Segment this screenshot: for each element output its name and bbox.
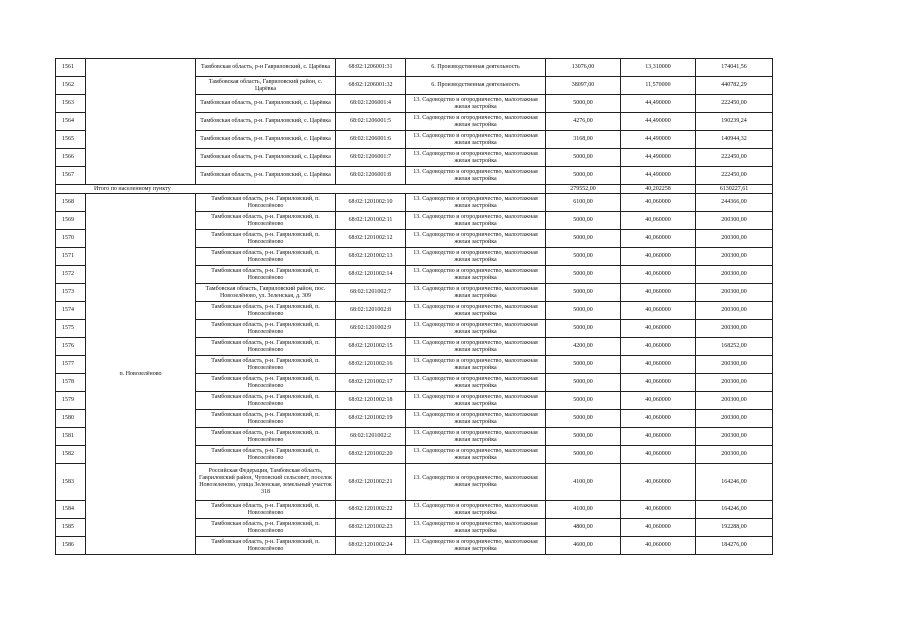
cadastral-value-cell: 222450,00 <box>696 95 773 113</box>
row-number: 1580 <box>56 410 86 428</box>
row-number: 1586 <box>56 537 86 555</box>
cadastral-number-cell: 68:02:1201002:13 <box>336 248 406 266</box>
cadastral-value-cell: 200300,00 <box>696 284 773 302</box>
cadastral-number-cell: 68:02:1201002:15 <box>336 338 406 356</box>
total-area: 279552,00 <box>546 185 621 194</box>
rate-cell: 40,060000 <box>621 194 696 212</box>
area-cell: 13076,00 <box>546 59 621 77</box>
row-number: 1582 <box>56 446 86 464</box>
row-number: 1570 <box>56 230 86 248</box>
permitted-use-cell: 13. Садоводство и огородничество, малоэтажная жилая застройка <box>406 356 546 374</box>
rate-cell: 44,490000 <box>621 113 696 131</box>
cadastral-number-cell: 68:02:1201002:20 <box>336 446 406 464</box>
permitted-use-cell: 13. Садоводство и огородничество, малоэтажная жилая застройка <box>406 167 546 185</box>
area-cell: 4100,00 <box>546 501 621 519</box>
permitted-use-cell: 6. Производственная деятельность <box>406 77 546 95</box>
address-cell: Тамбовская область, р-н. Гавриловский, п. Новозелёново <box>196 374 336 392</box>
address-cell: Тамбовская область, р-н. Гавриловский, п. Новозелёново <box>196 230 336 248</box>
cadastral-number-cell: 68:02:1201002:16 <box>336 356 406 374</box>
address-cell: Тамбовская область, Гавриловский район, пос. Новозелёново, ул. Зеленская, д. 309 <box>196 284 336 302</box>
area-cell: 5000,00 <box>546 410 621 428</box>
cadastral-value-cell: 184276,00 <box>696 537 773 555</box>
table-body <box>56 59 773 555</box>
area-cell: 38097,00 <box>546 77 621 95</box>
address-cell: Российская Федерация, Тамбовская область, Гавриловский район, Чуповский сельсовет, поселок Новозеленово, улица Зеленская, земельный участок 318 <box>196 464 336 501</box>
address-cell: Тамбовская область, р-н. Гавриловский, п. Новозелёново <box>196 356 336 374</box>
area-cell: 4600,00 <box>546 537 621 555</box>
cadastral-number-cell: 68:02:1201002:18 <box>336 392 406 410</box>
rate-cell: 40,060000 <box>621 501 696 519</box>
cadastral-number-cell: 68:02:1201002:22 <box>336 501 406 519</box>
settlement-name-cell <box>86 59 196 185</box>
row-number: 1576 <box>56 338 86 356</box>
address-cell: Тамбовская область, р-н. Гавриловский, п. Новозелёново <box>196 338 336 356</box>
row-number: 1579 <box>56 392 86 410</box>
address-cell: Тамбовская область, р-н. Гавриловский, п. Новозелёново <box>196 519 336 537</box>
row-number: 1566 <box>56 149 86 167</box>
cadastral-number-cell: 68:02:1206001:32 <box>336 77 406 95</box>
cadastral-value-cell: 164246,00 <box>696 501 773 519</box>
area-cell: 3168,00 <box>546 131 621 149</box>
rate-cell: 40,060000 <box>621 266 696 284</box>
cadastral-value-cell: 190239,24 <box>696 113 773 131</box>
permitted-use-cell: 13. Садоводство и огородничество, малоэтажная жилая застройка <box>406 392 546 410</box>
permitted-use-cell: 13. Садоводство и огородничество, малоэтажная жилая застройка <box>406 501 546 519</box>
cadastral-number-cell: 68:02:1201002:12 <box>336 230 406 248</box>
permitted-use-cell: 13. Садоводство и огородничество, малоэтажная жилая застройка <box>406 149 546 167</box>
address-cell: Тамбовская область, р-н. Гавриловский, с. Царёвка <box>196 131 336 149</box>
permitted-use-cell: 13. Садоводство и огородничество, малоэтажная жилая застройка <box>406 212 546 230</box>
cadastral-number-cell: 68:02:1206001:31 <box>336 59 406 77</box>
permitted-use-cell: 13. Садоводство и огородничество, малоэтажная жилая застройка <box>406 266 546 284</box>
row-number: 1578 <box>56 374 86 392</box>
cadastral-number-cell: 68:02:1201002:8 <box>336 302 406 320</box>
row-number: 1567 <box>56 167 86 185</box>
area-cell: 5000,00 <box>546 392 621 410</box>
cadastral-value-cell: 192288,00 <box>696 519 773 537</box>
cadastral-value-cell: 200300,00 <box>696 356 773 374</box>
rate-cell: 44,490000 <box>621 95 696 113</box>
permitted-use-cell: 13. Садоводство и огородничество, малоэтажная жилая застройка <box>406 248 546 266</box>
area-cell: 4100,00 <box>546 464 621 501</box>
area-cell: 5000,00 <box>546 284 621 302</box>
cadastral-number-cell: 68:02:1201002:24 <box>336 537 406 555</box>
address-cell: Тамбовская область, р-н. Гавриловский, п. Новозелёново <box>196 302 336 320</box>
address-cell: Тамбовская область, р-н Гавриловский, с. Царёвка <box>196 59 336 77</box>
address-cell: Тамбовская область, р-н. Гавриловский, п. Новозелёново <box>196 428 336 446</box>
cadastral-number-cell: 68:02:1206001:4 <box>336 95 406 113</box>
permitted-use-cell: 13. Садоводство и огородничество, малоэтажная жилая застройка <box>406 464 546 501</box>
area-cell: 5000,00 <box>546 374 621 392</box>
row-number: 1564 <box>56 113 86 131</box>
rate-cell: 40,060000 <box>621 212 696 230</box>
rate-cell: 44,490000 <box>621 167 696 185</box>
cadastral-value-cell: 164246,00 <box>696 464 773 501</box>
address-cell: Тамбовская область, р-н. Гавриловский, п. Новозелёново <box>196 537 336 555</box>
address-cell: Тамбовская область, р-н. Гавриловский, п. Новозелёново <box>196 501 336 519</box>
row-number: 1569 <box>56 212 86 230</box>
area-cell: 5000,00 <box>546 149 621 167</box>
row-number: 1561 <box>56 59 86 77</box>
cadastral-value-cell: 200300,00 <box>696 392 773 410</box>
cadastral-value-cell: 222450,00 <box>696 167 773 185</box>
area-cell: 4800,00 <box>546 519 621 537</box>
row-number: 1581 <box>56 428 86 446</box>
area-cell: 5000,00 <box>546 302 621 320</box>
address-cell: Тамбовская область, р-н. Гавриловский, с. Царёвка <box>196 167 336 185</box>
rate-cell: 40,060000 <box>621 464 696 501</box>
cadastral-value-cell: 200300,00 <box>696 302 773 320</box>
cadastral-number-cell: 68:02:1201002:10 <box>336 194 406 212</box>
permitted-use-cell: 13. Садоводство и огородничество, малоэтажная жилая застройка <box>406 284 546 302</box>
permitted-use-cell: 13. Садоводство и огородничество, малоэтажная жилая застройка <box>406 537 546 555</box>
address-cell: Тамбовская область, р-н. Гавриловский, п. Новозелёново <box>196 194 336 212</box>
rate-cell: 40,060000 <box>621 519 696 537</box>
permitted-use-cell: 13. Садоводство и огородничество, малоэтажная жилая застройка <box>406 374 546 392</box>
rate-cell: 11,570000 <box>621 77 696 95</box>
area-cell: 5000,00 <box>546 248 621 266</box>
cadastral-number-cell: 68:02:1206001:7 <box>336 149 406 167</box>
total-value: 6130227,61 <box>696 185 773 194</box>
cadastral-number-cell: 68:02:1201002:2 <box>336 428 406 446</box>
row-number: 1568 <box>56 194 86 212</box>
rate-cell: 40,060000 <box>621 284 696 302</box>
rate-cell: 40,060000 <box>621 302 696 320</box>
row-number: 1583 <box>56 464 86 501</box>
cadastral-number-cell: 68:02:1201002:11 <box>336 212 406 230</box>
area-cell: 4200,00 <box>546 338 621 356</box>
cadastral-number-cell: 68:02:1201002:7 <box>336 284 406 302</box>
row-number: 1573 <box>56 284 86 302</box>
address-cell: Тамбовская область, р-н. Гавриловский, п. Новозелёново <box>196 410 336 428</box>
permitted-use-cell: 13. Садоводство и огородничество, малоэтажная жилая застройка <box>406 410 546 428</box>
address-cell: Тамбовская область, р-н. Гавриловский, п. Новозелёново <box>196 392 336 410</box>
cadastral-value-cell: 168252,00 <box>696 338 773 356</box>
address-cell: Тамбовская область, Гавриловский район, с. Царёвка <box>196 77 336 95</box>
area-cell: 5000,00 <box>546 356 621 374</box>
permitted-use-cell: 13. Садоводство и огородничество, малоэтажная жилая застройка <box>406 95 546 113</box>
settlement-name-cell: п. Новозелёново <box>86 194 196 555</box>
row-number: 1562 <box>56 77 86 95</box>
rate-cell: 40,060000 <box>621 248 696 266</box>
row-number: 1575 <box>56 320 86 338</box>
permitted-use-cell: 13. Садоводство и огородничество, малоэтажная жилая застройка <box>406 113 546 131</box>
row-number: 1585 <box>56 519 86 537</box>
row-number: 1563 <box>56 95 86 113</box>
address-cell: Тамбовская область, р-н. Гавриловский, п. Новозелёново <box>196 266 336 284</box>
rate-cell: 40,060000 <box>621 392 696 410</box>
total-rate: 40,202258 <box>621 185 696 194</box>
rate-cell: 13,310000 <box>621 59 696 77</box>
total-row <box>56 185 773 194</box>
permitted-use-cell: 13. Садоводство и огородничество, малоэтажная жилая застройка <box>406 446 546 464</box>
rate-cell: 40,060000 <box>621 374 696 392</box>
area-cell: 5000,00 <box>546 266 621 284</box>
cadastral-value-cell: 140944,32 <box>696 131 773 149</box>
cadastral-value-cell: 200300,00 <box>696 248 773 266</box>
cadastral-number-cell: 68:02:1201002:23 <box>336 519 406 537</box>
address-cell: Тамбовская область, р-н. Гавриловский, с. Царёвка <box>196 113 336 131</box>
cadastral-value-cell: 440782,29 <box>696 77 773 95</box>
rate-cell: 40,060000 <box>621 320 696 338</box>
cadastral-number-cell: 68:02:1206001:8 <box>336 167 406 185</box>
cadastral-value-cell: 200300,00 <box>696 320 773 338</box>
address-cell: Тамбовская область, р-н. Гавриловский, п. Новозелёново <box>196 446 336 464</box>
rate-cell: 40,060000 <box>621 428 696 446</box>
permitted-use-cell: 6. Производственная деятельность <box>406 59 546 77</box>
cadastral-value-cell: 200300,00 <box>696 212 773 230</box>
row-number: 1571 <box>56 248 86 266</box>
permitted-use-cell: 13. Садоводство и огородничество, малоэтажная жилая застройка <box>406 338 546 356</box>
table-row <box>56 194 773 212</box>
rate-cell: 40,060000 <box>621 410 696 428</box>
rate-cell: 40,060000 <box>621 356 696 374</box>
cadastral-value-table <box>55 58 773 555</box>
cadastral-value-cell: 200300,00 <box>696 230 773 248</box>
cadastral-number-cell: 68:02:1201002:14 <box>336 266 406 284</box>
table-row <box>56 59 773 77</box>
cadastral-value-cell: 244366,00 <box>696 194 773 212</box>
cadastral-number-cell: 68:02:1201002:17 <box>336 374 406 392</box>
cadastral-number-cell: 68:02:1201002:9 <box>336 320 406 338</box>
permitted-use-cell: 13. Садоводство и огородничество, малоэтажная жилая застройка <box>406 320 546 338</box>
row-number: 1565 <box>56 131 86 149</box>
cadastral-value-cell: 200300,00 <box>696 266 773 284</box>
address-cell: Тамбовская область, р-н. Гавриловский, с. Царёвка <box>196 149 336 167</box>
area-cell: 6100,00 <box>546 194 621 212</box>
area-cell: 5000,00 <box>546 167 621 185</box>
rate-cell: 40,060000 <box>621 338 696 356</box>
total-label: Итого по населенному пункту <box>56 185 546 194</box>
area-cell: 5000,00 <box>546 230 621 248</box>
permitted-use-cell: 13. Садоводство и огородничество, малоэтажная жилая застройка <box>406 428 546 446</box>
permitted-use-cell: 13. Садоводство и огородничество, малоэтажная жилая застройка <box>406 519 546 537</box>
cadastral-value-cell: 200300,00 <box>696 428 773 446</box>
cadastral-number-cell: 68:02:1206001:6 <box>336 131 406 149</box>
rate-cell: 40,060000 <box>621 537 696 555</box>
cadastral-value-cell: 200300,00 <box>696 410 773 428</box>
address-cell: Тамбовская область, р-н. Гавриловский, п. Новозелёново <box>196 248 336 266</box>
row-number: 1572 <box>56 266 86 284</box>
address-cell: Тамбовская область, р-н. Гавриловский, п. Новозелёново <box>196 320 336 338</box>
area-cell: 5000,00 <box>546 320 621 338</box>
rate-cell: 44,490000 <box>621 149 696 167</box>
rate-cell: 40,060000 <box>621 446 696 464</box>
area-cell: 5000,00 <box>546 95 621 113</box>
permitted-use-cell: 13. Садоводство и огородничество, малоэтажная жилая застройка <box>406 230 546 248</box>
permitted-use-cell: 13. Садоводство и огородничество, малоэтажная жилая застройка <box>406 131 546 149</box>
cadastral-value-cell: 200300,00 <box>696 374 773 392</box>
cadastral-value-cell: 200300,00 <box>696 446 773 464</box>
permitted-use-cell: 13. Садоводство и огородничество, малоэтажная жилая застройка <box>406 194 546 212</box>
cadastral-number-cell: 68:02:1201002:21 <box>336 464 406 501</box>
permitted-use-cell: 13. Садоводство и огородничество, малоэтажная жилая застройка <box>406 302 546 320</box>
cadastral-number-cell: 68:02:1201002:19 <box>336 410 406 428</box>
row-number: 1584 <box>56 501 86 519</box>
area-cell: 4276,00 <box>546 113 621 131</box>
cadastral-value-cell: 222450,00 <box>696 149 773 167</box>
cadastral-value-cell: 174041,56 <box>696 59 773 77</box>
area-cell: 5000,00 <box>546 446 621 464</box>
address-cell: Тамбовская область, р-н. Гавриловский, с. Царёвка <box>196 95 336 113</box>
area-cell: 5000,00 <box>546 212 621 230</box>
rate-cell: 40,060000 <box>621 230 696 248</box>
row-number: 1574 <box>56 302 86 320</box>
rate-cell: 44,490000 <box>621 131 696 149</box>
area-cell: 5000,00 <box>546 428 621 446</box>
row-number: 1577 <box>56 356 86 374</box>
address-cell: Тамбовская область, р-н. Гавриловский, п. Новозелёново <box>196 212 336 230</box>
cadastral-number-cell: 68:02:1206001:5 <box>336 113 406 131</box>
